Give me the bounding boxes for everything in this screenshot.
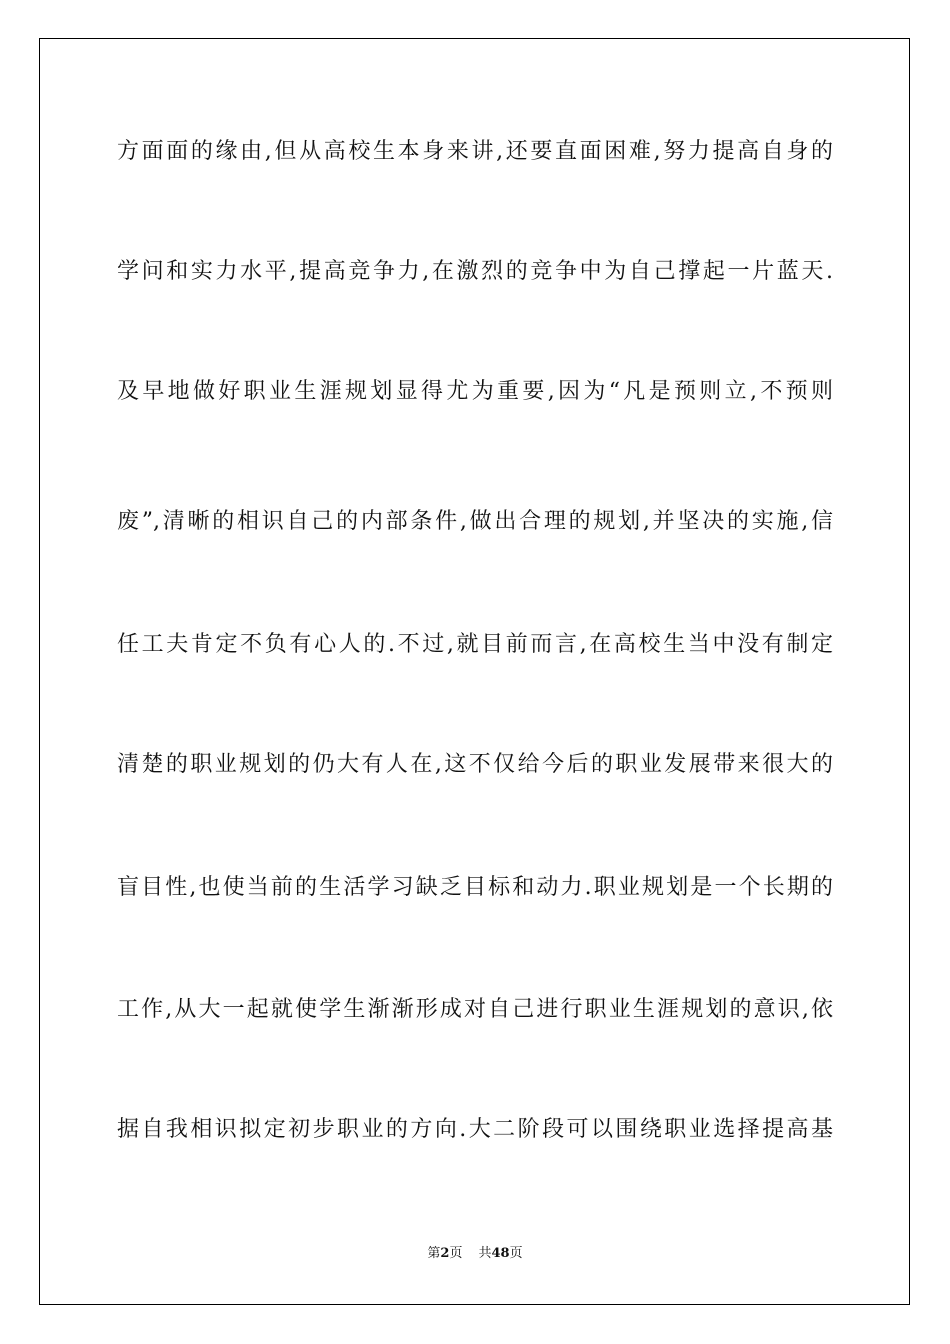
total-suffix: 页 xyxy=(509,1246,523,1261)
text-line-2: 学问和实力水平,提高竞争力,在激烈的竞争中为自己撑起一片蓝天. xyxy=(117,259,833,284)
text-line-6: 清楚的职业规划的仍大有人在,这不仅给今后的职业发展带来很大的 xyxy=(117,752,833,777)
page-number: 2 xyxy=(440,1246,450,1261)
page-footer xyxy=(0,1242,950,1261)
text-line-9: 据自我相识拟定初步职业的方向.大二阶段可以围绕职业选择提高基 xyxy=(117,1117,833,1142)
text-line-8: 工作,从大一起就使学生渐渐形成对自己进行职业生涯规划的意识,依 xyxy=(117,997,833,1022)
total-pages: 48 xyxy=(491,1246,510,1261)
text-line-7: 盲目性,也使当前的生活学习缺乏目标和动力.职业规划是一个长期的 xyxy=(117,875,833,900)
text-line-1: 方面面的缘由,但从高校生本身来讲,还要直面困难,努力提高自身的 xyxy=(117,139,833,164)
text-line-4: 废”,清晰的相识自己的内部条件,做出合理的规划,并坚决的实施,信 xyxy=(117,509,833,534)
page-suffix: 页 xyxy=(449,1246,463,1261)
text-line-3: 及早地做好职业生涯规划显得尤为重要,因为“凡是预则立,不预则 xyxy=(117,379,833,404)
page-prefix: 第 xyxy=(427,1246,441,1261)
total-prefix: 共 xyxy=(478,1246,492,1261)
text-line-5: 任工夫肯定不负有心人的.不过,就目前而言,在高校生当中没有制定 xyxy=(117,632,833,657)
